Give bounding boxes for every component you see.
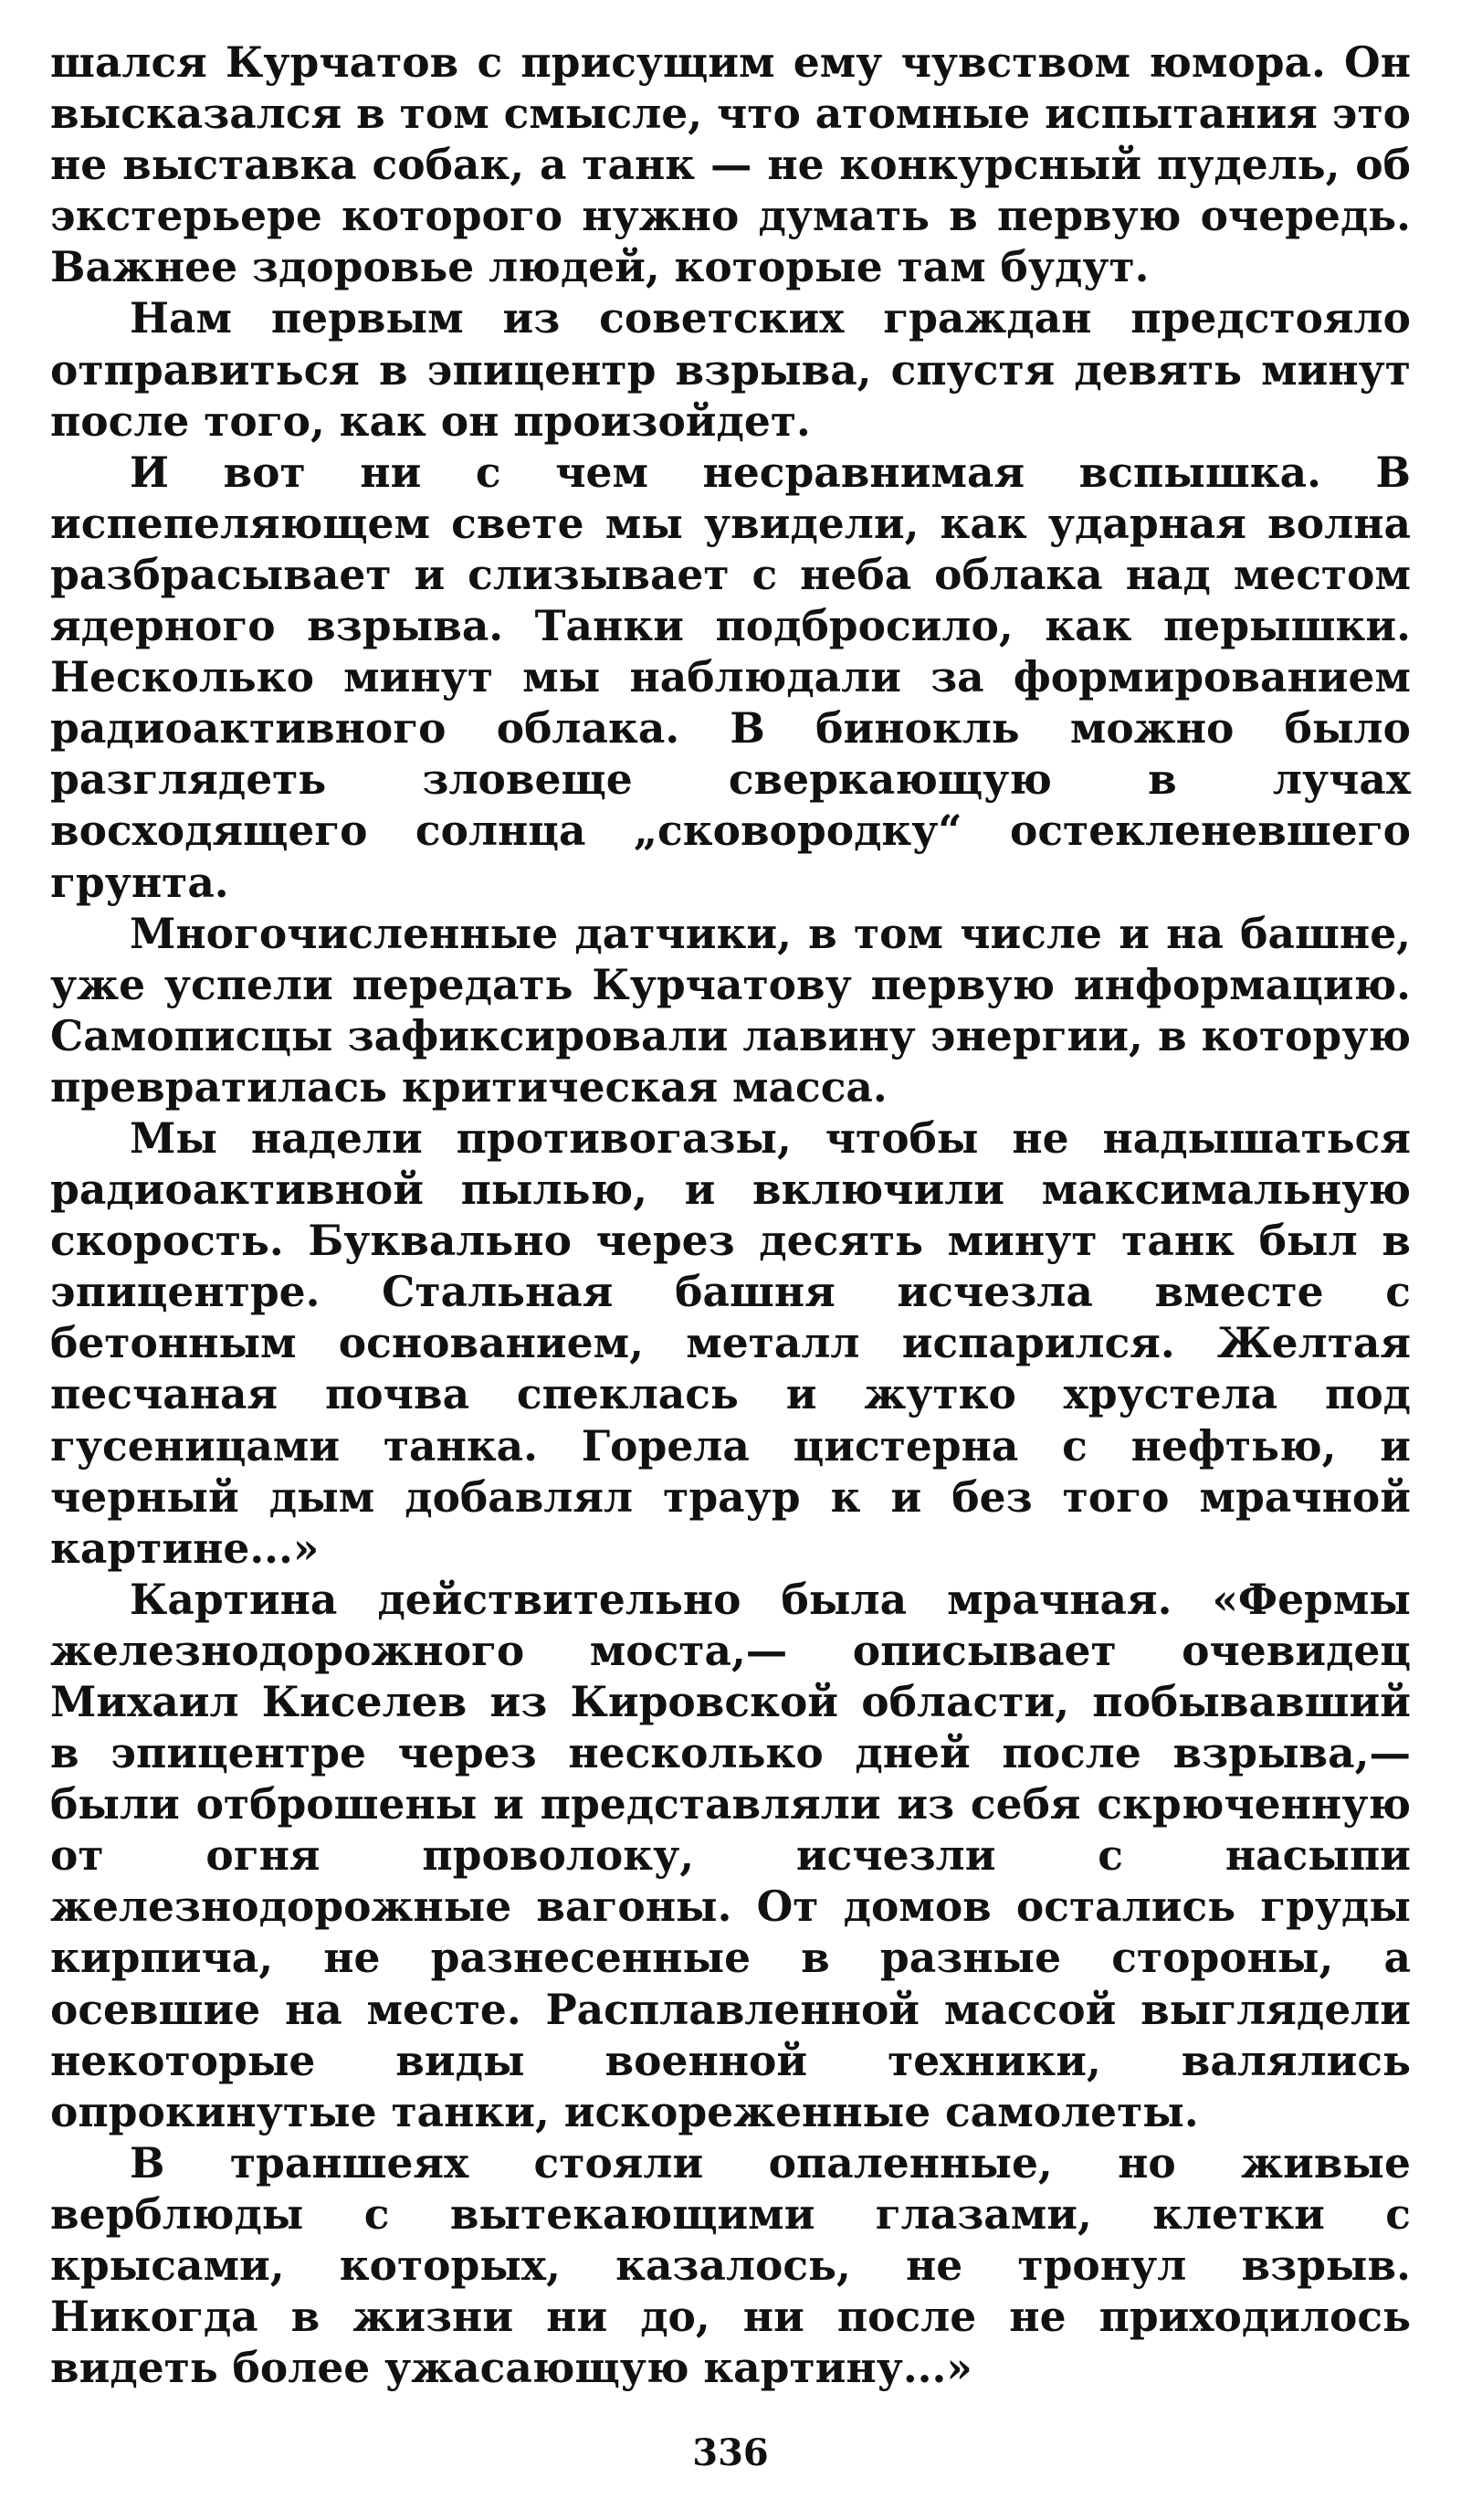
paragraph-5: Мы надели противогазы, чтобы не надышаться радиоактивной пылью, и включили максимальную скорость. Буквально через десять минут танк был в эпицентре. Стальная башня исчезла вместе с бетонным основанием, металл испарился. Желтая песчаная почва спеклась и жутко хрустела под гусеницами танка. Горела цистерна с нефтью, и черный дым добавлял траур к и без того мрачной картине...» (50, 1112, 1411, 1573)
paragraph-7: В траншеях стояли опаленные, но живые верблюды с вытекающими глазами, клетки с крысами, которых, казалось, не тронул взрыв. Никогда в жизни ни до, ни после не приходилось видеть более ужасающую картину...» (50, 2137, 1411, 2393)
page-text (50, 37, 1411, 2393)
paragraph-3: И вот ни с чем несравнимая вспышка. В испепеляющем свете мы увидели, как ударная волна разбрасывает и слизывает с неба облака над местом ядерного взрыва. Танки подбросило, как перышки. Несколько минут мы наблюдали за формированием радиоактивного облака. В бинокль можно было разглядеть зловеще сверкающую в лучах восходящего солнца „сковородку“ остекленевшего грунта. (50, 447, 1411, 907)
paragraph-2: Нам первым из советских граждан предстояло отправиться в эпицентр взрыва, спустя девять минут после того, как он произойдет. (50, 293, 1411, 446)
paragraph-6: Картина действительно была мрачная. «Фермы железнодорожного моста,— описывает очевидец Михаил Киселев из Кировской области, побывавший в эпицентре через несколько дней после взрыва,— были отброшены и представляли из себя скрюченную от огня проволоку, исчезли с насыпи железнодорожные вагоны. От домов остались груды кирпича, не разнесенные в разные стороны, а осевшие на месте. Расплавленной массой выглядели некоторые виды военной техники, валялись опрокинутые танки, искореженные самолеты. (50, 1574, 1411, 2136)
paragraph-1: шался Курчатов с присущим ему чувством юмора. Он высказался в том смысле, что атомные испытания это не выставка собак, а танк — не конкурсный пудель, об экстерьере которого нужно думать в первую очередь. Важнее здоровье людей, которые там будут. (50, 37, 1411, 292)
page-number: 336 (692, 2431, 769, 2474)
paragraph-4: Многочисленные датчики, в том числе и на башне, уже успели передать Курчатову первую информацию. Самописцы зафиксировали лавину энергии, в которую превратилась критическая масса. (50, 908, 1411, 1112)
